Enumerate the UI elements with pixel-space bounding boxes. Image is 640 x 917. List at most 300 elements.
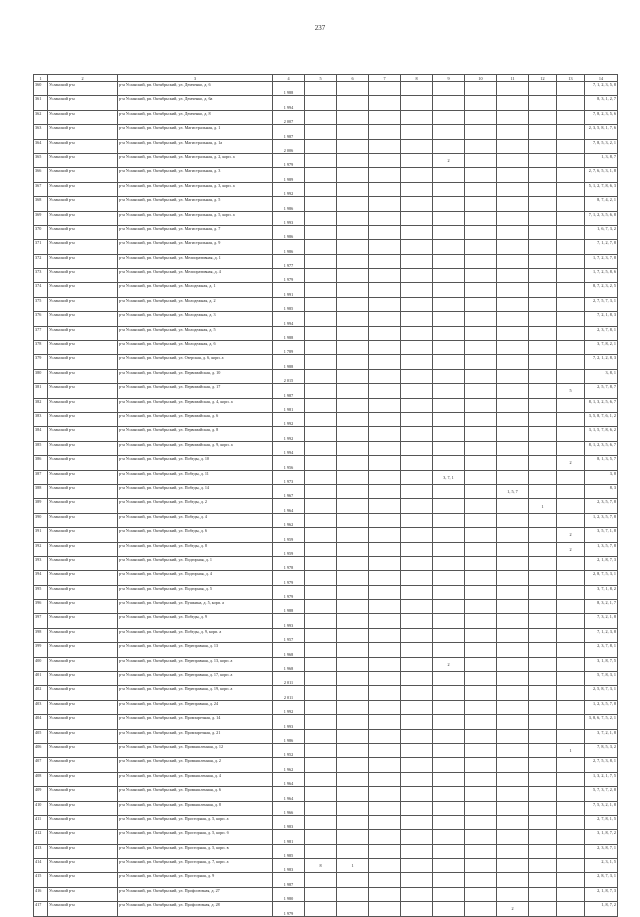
col-6 [337, 801, 369, 815]
col-14-codes: 3, 8, 6, 7, 5, 2, 1 [585, 715, 618, 729]
year-built: 1 985 [273, 297, 305, 311]
year-built: 1 988 [273, 82, 305, 96]
year-built: 1 964 [273, 499, 305, 513]
col-7 [369, 887, 401, 901]
col-12 [529, 614, 557, 628]
col-12 [529, 686, 557, 700]
col-8 [401, 729, 433, 743]
col-14-codes: 5, 1, 2, 7, 8, 6, 3 [585, 182, 618, 196]
col-10 [465, 384, 497, 398]
col-12 [529, 283, 557, 297]
col-9 [433, 197, 465, 211]
col-13 [557, 96, 585, 110]
column-header: 6 [337, 75, 369, 82]
table-row [34, 269, 618, 283]
col-8 [401, 456, 433, 470]
year-built: 1 986 [273, 240, 305, 254]
address: р-н Усланский, рп. Октябрьский, ул. Промышленная, д. 6 [118, 787, 273, 801]
col-6 [337, 125, 369, 139]
col-7 [369, 643, 401, 657]
address: р-н Усланский, рп. Октябрьский, ул. Магистральная, д. 3, корп. а [118, 182, 273, 196]
district-name: Усланский р-н [48, 139, 118, 153]
year-built: 1 979 [273, 269, 305, 283]
col-9 [433, 297, 465, 311]
district-name: Усланский р-н [48, 513, 118, 527]
year-built: 1 979 [273, 902, 305, 916]
col-8 [401, 844, 433, 858]
col-7 [369, 139, 401, 153]
col-8 [401, 341, 433, 355]
row-number: 400 [34, 657, 48, 671]
year-built: 1 991 [273, 283, 305, 297]
col-8 [401, 715, 433, 729]
table-row [34, 499, 618, 513]
col-5 [305, 297, 337, 311]
table-row [34, 225, 618, 239]
col-9 [433, 801, 465, 815]
table-row [34, 528, 618, 542]
col-12 [529, 341, 557, 355]
col-13: 5 [557, 384, 585, 398]
district-name: Усланский р-н [48, 283, 118, 297]
col-9 [433, 398, 465, 412]
col-11 [497, 384, 529, 398]
col-12 [529, 470, 557, 484]
row-number: 398 [34, 628, 48, 642]
col-12 [529, 240, 557, 254]
col-8 [401, 600, 433, 614]
col-7 [369, 499, 401, 513]
table-row [34, 240, 618, 254]
col-7 [369, 240, 401, 254]
col-9 [433, 772, 465, 786]
row-number: 360 [34, 82, 48, 96]
col-12 [529, 369, 557, 383]
col-12 [529, 355, 557, 369]
col-13 [557, 902, 585, 916]
col-10 [465, 240, 497, 254]
col-7 [369, 297, 401, 311]
col-12 [529, 600, 557, 614]
col-14-codes: 8, 7, 2, 3, 2, 5 [585, 283, 618, 297]
district-name: Усланский р-н [48, 729, 118, 743]
col-7 [369, 211, 401, 225]
district-name: Усланский р-н [48, 600, 118, 614]
col-7 [369, 902, 401, 916]
col-13 [557, 125, 585, 139]
table-row [34, 312, 618, 326]
col-13 [557, 312, 585, 326]
col-13 [557, 297, 585, 311]
table-row [34, 815, 618, 829]
col-11 [497, 715, 529, 729]
col-6 [337, 182, 369, 196]
col-6 [337, 110, 369, 124]
col-10 [465, 571, 497, 585]
col-6 [337, 772, 369, 786]
col-8 [401, 859, 433, 873]
col-13 [557, 571, 585, 585]
col-14-codes: 1, 7, 2, 5, 8, 6 [585, 269, 618, 283]
col-14-codes: 3, 5, 7, 1, 8 [585, 528, 618, 542]
col-11 [497, 125, 529, 139]
col-11 [497, 82, 529, 96]
col-8 [401, 312, 433, 326]
col-9 [433, 887, 465, 901]
col-7 [369, 398, 401, 412]
row-number: 369 [34, 211, 48, 225]
col-14-codes: 1, 3, 5, 7, 8 [585, 542, 618, 556]
col-5 [305, 801, 337, 815]
col-12 [529, 139, 557, 153]
col-13 [557, 672, 585, 686]
col-11 [497, 470, 529, 484]
col-11 [497, 312, 529, 326]
col-7 [369, 787, 401, 801]
col-5 [305, 758, 337, 772]
col-13 [557, 585, 585, 599]
col-7 [369, 585, 401, 599]
col-8 [401, 513, 433, 527]
col-7 [369, 600, 401, 614]
district-name: Усланский р-н [48, 628, 118, 642]
row-number: 367 [34, 182, 48, 196]
district-name: Усланский р-н [48, 715, 118, 729]
row-number: 362 [34, 110, 48, 124]
column-header: 4 [273, 75, 305, 82]
col-6 [337, 168, 369, 182]
table-row [34, 657, 618, 671]
year-built: 1 994 [273, 312, 305, 326]
col-10 [465, 269, 497, 283]
col-5 [305, 484, 337, 498]
table-row [34, 470, 618, 484]
column-header: 1 [34, 75, 48, 82]
col-14-codes: 2, 5, 8, 7, 3, 1 [585, 686, 618, 700]
col-11 [497, 758, 529, 772]
row-number: 378 [34, 341, 48, 355]
col-10 [465, 283, 497, 297]
address: р-н Усланский, рп. Октябрьский, ул. Промзаречная, д. 21 [118, 729, 273, 743]
col-6 [337, 254, 369, 268]
column-header: 9 [433, 75, 465, 82]
col-10 [465, 859, 497, 873]
col-11 [497, 571, 529, 585]
col-5 [305, 312, 337, 326]
col-6: 1 [337, 859, 369, 873]
district-name: Усланский р-н [48, 96, 118, 110]
col-8 [401, 787, 433, 801]
col-10 [465, 700, 497, 714]
col-10 [465, 168, 497, 182]
column-header: 10 [465, 75, 497, 82]
col-12 [529, 672, 557, 686]
row-number: 372 [34, 254, 48, 268]
col-7 [369, 369, 401, 383]
table-row [34, 211, 618, 225]
col-14-codes: 2, 5, 7, 8, 7 [585, 384, 618, 398]
table-row [34, 772, 618, 786]
col-10 [465, 355, 497, 369]
col-8 [401, 499, 433, 513]
table-row [34, 628, 618, 642]
col-8 [401, 125, 433, 139]
col-14-codes: 5, 7, 8, 3, 1 [585, 672, 618, 686]
col-11 [497, 830, 529, 844]
row-number: 381 [34, 384, 48, 398]
col-5 [305, 254, 337, 268]
col-5 [305, 182, 337, 196]
district-name: Усланский р-н [48, 398, 118, 412]
col-6 [337, 312, 369, 326]
column-header: 8 [401, 75, 433, 82]
district-name: Усланский р-н [48, 197, 118, 211]
table-row [34, 729, 618, 743]
row-number: 364 [34, 139, 48, 153]
address: р-н Усланский, рп. Октябрьский, ул. Молодежная, д. 1 [118, 283, 273, 297]
row-number: 411 [34, 815, 48, 829]
table-row [34, 168, 618, 182]
table-row [34, 600, 618, 614]
year-built: 1 967 [273, 484, 305, 498]
col-13 [557, 254, 585, 268]
col-8 [401, 168, 433, 182]
col-11 [497, 427, 529, 441]
district-name: Усланский р-н [48, 312, 118, 326]
col-14-codes: 8, 1, 3, 2, 5, 6, 7 [585, 398, 618, 412]
col-5 [305, 470, 337, 484]
col-5 [305, 729, 337, 743]
year-built: 1 979 [273, 571, 305, 585]
column-header: 5 [305, 75, 337, 82]
address: р-н Усланский, рп. Октябрьский, ул. Переправная, д. 19, корп. а [118, 686, 273, 700]
district-name: Усланский р-н [48, 369, 118, 383]
year-built: 1 989 [273, 168, 305, 182]
table-row [34, 484, 618, 498]
address: р-н Усланский, рп. Октябрьский, ул. Магистральная, д. 5, корп. а [118, 211, 273, 225]
col-5 [305, 441, 337, 455]
col-12 [529, 456, 557, 470]
col-10 [465, 456, 497, 470]
col-7 [369, 182, 401, 196]
year-built: 1 986 [273, 197, 305, 211]
col-12 [529, 110, 557, 124]
district-name: Усланский р-н [48, 470, 118, 484]
col-7 [369, 743, 401, 757]
col-7 [369, 815, 401, 829]
year-built: 1 977 [273, 254, 305, 268]
col-12 [529, 125, 557, 139]
col-13 [557, 844, 585, 858]
col-7 [369, 125, 401, 139]
col-5 [305, 772, 337, 786]
col-7 [369, 96, 401, 110]
address: р-н Усланский, рп. Октябрьский, ул. Переправная, д. 24 [118, 700, 273, 714]
col-11 [497, 139, 529, 153]
col-5 [305, 528, 337, 542]
col-9 [433, 384, 465, 398]
year-built: 1 988 [273, 326, 305, 340]
col-8 [401, 801, 433, 815]
col-12 [529, 412, 557, 426]
district-name: Усланский р-н [48, 643, 118, 657]
col-12 [529, 225, 557, 239]
col-7 [369, 225, 401, 239]
col-6 [337, 139, 369, 153]
col-5 [305, 657, 337, 671]
year-built: 1 993 [273, 715, 305, 729]
col-10 [465, 110, 497, 124]
table-row [34, 672, 618, 686]
col-7 [369, 326, 401, 340]
year-built: 1 957 [273, 628, 305, 642]
col-7 [369, 441, 401, 455]
col-10 [465, 758, 497, 772]
col-12 [529, 571, 557, 585]
col-13 [557, 715, 585, 729]
year-built: 1 979 [273, 153, 305, 167]
col-9 [433, 240, 465, 254]
col-9 [433, 225, 465, 239]
col-6 [337, 484, 369, 498]
col-14-codes: 1, 6, 7, 3, 2 [585, 225, 618, 239]
col-8 [401, 700, 433, 714]
district-name: Усланский р-н [48, 902, 118, 916]
table-row [34, 859, 618, 873]
col-11 [497, 211, 529, 225]
table-row [34, 542, 618, 556]
district-name: Усланский р-н [48, 844, 118, 858]
col-6 [337, 499, 369, 513]
row-number: 391 [34, 528, 48, 542]
col-8 [401, 153, 433, 167]
col-5 [305, 369, 337, 383]
table-row [34, 585, 618, 599]
col-10 [465, 139, 497, 153]
col-8 [401, 82, 433, 96]
col-10 [465, 672, 497, 686]
year-built: 1 962 [273, 513, 305, 527]
col-8 [401, 902, 433, 916]
address: р-н Усланский, рп. Октябрьский, ул. Просторная, д. 5, корп. в [118, 844, 273, 858]
col-14-codes: 2, 8, 7, 5, 3, 1 [585, 571, 618, 585]
col-12 [529, 801, 557, 815]
col-11 [497, 254, 529, 268]
col-6 [337, 470, 369, 484]
col-10 [465, 484, 497, 498]
year-built: 1 980 [273, 887, 305, 901]
col-10 [465, 96, 497, 110]
year-built: 1 986 [273, 225, 305, 239]
col-12 [529, 873, 557, 887]
col-6 [337, 225, 369, 239]
year-built: 1 987 [273, 873, 305, 887]
col-11 [497, 556, 529, 570]
col-14-codes: 2, 3, 1, 5 [585, 859, 618, 873]
col-7 [369, 715, 401, 729]
col-6 [337, 830, 369, 844]
col-13 [557, 369, 585, 383]
district-name: Усланский р-н [48, 542, 118, 556]
col-11 [497, 528, 529, 542]
row-number: 413 [34, 844, 48, 858]
col-13 [557, 628, 585, 642]
table-row [34, 110, 618, 124]
col-6 [337, 326, 369, 340]
col-5 [305, 427, 337, 441]
col-10 [465, 441, 497, 455]
row-number: 397 [34, 614, 48, 628]
col-10 [465, 657, 497, 671]
col-6 [337, 844, 369, 858]
col-7 [369, 873, 401, 887]
col-14-codes: 2, 3, 5, 7, 8 [585, 499, 618, 513]
col-14-codes: 3, 8, 1 [585, 369, 618, 383]
year-built: 1 988 [273, 355, 305, 369]
col-7 [369, 571, 401, 585]
col-5 [305, 283, 337, 297]
col-8 [401, 326, 433, 340]
col-11 [497, 456, 529, 470]
col-9 [433, 628, 465, 642]
district-name: Усланский р-н [48, 427, 118, 441]
col-12 [529, 628, 557, 642]
col-10 [465, 614, 497, 628]
col-7 [369, 556, 401, 570]
address: р-н Усланский, рп. Октябрьский, ул. Победы, д. 9 [118, 614, 273, 628]
col-10 [465, 729, 497, 743]
col-9 [433, 283, 465, 297]
col-10 [465, 513, 497, 527]
col-12 [529, 427, 557, 441]
col-14-codes: 8, 1, 3, 5, 7 [585, 456, 618, 470]
col-7 [369, 542, 401, 556]
table-row [34, 743, 618, 757]
column-header: 2 [48, 75, 118, 82]
col-9 [433, 873, 465, 887]
table-row [34, 398, 618, 412]
address: р-н Усланский, рп. Октябрьский, ул. Озерская, д. 6, корп. а [118, 355, 273, 369]
district-name: Усланский р-н [48, 225, 118, 239]
col-11 [497, 412, 529, 426]
col-5 [305, 571, 337, 585]
col-13 [557, 729, 585, 743]
col-6 [337, 96, 369, 110]
col-7 [369, 700, 401, 714]
district-name: Усланский р-н [48, 887, 118, 901]
district-name: Усланский р-н [48, 182, 118, 196]
address: р-н Усланский, рп. Октябрьский, ул. Победы, д. 8 [118, 542, 273, 556]
col-9 [433, 484, 465, 498]
col-8 [401, 830, 433, 844]
col-12 [529, 441, 557, 455]
district-name: Усланский р-н [48, 484, 118, 498]
col-13 [557, 657, 585, 671]
col-8 [401, 355, 433, 369]
col-9 [433, 844, 465, 858]
col-11 [497, 283, 529, 297]
district-name: Усланский р-н [48, 153, 118, 167]
col-6 [337, 815, 369, 829]
col-6 [337, 341, 369, 355]
col-14-codes: 2, 3, 8, 7, 1 [585, 844, 618, 858]
col-11 [497, 614, 529, 628]
col-7 [369, 859, 401, 873]
address: р-н Усланский, рп. Октябрьский, ул. Победы, д. 9, корп. а [118, 628, 273, 642]
col-10 [465, 743, 497, 757]
table-row [34, 556, 618, 570]
col-13 [557, 110, 585, 124]
